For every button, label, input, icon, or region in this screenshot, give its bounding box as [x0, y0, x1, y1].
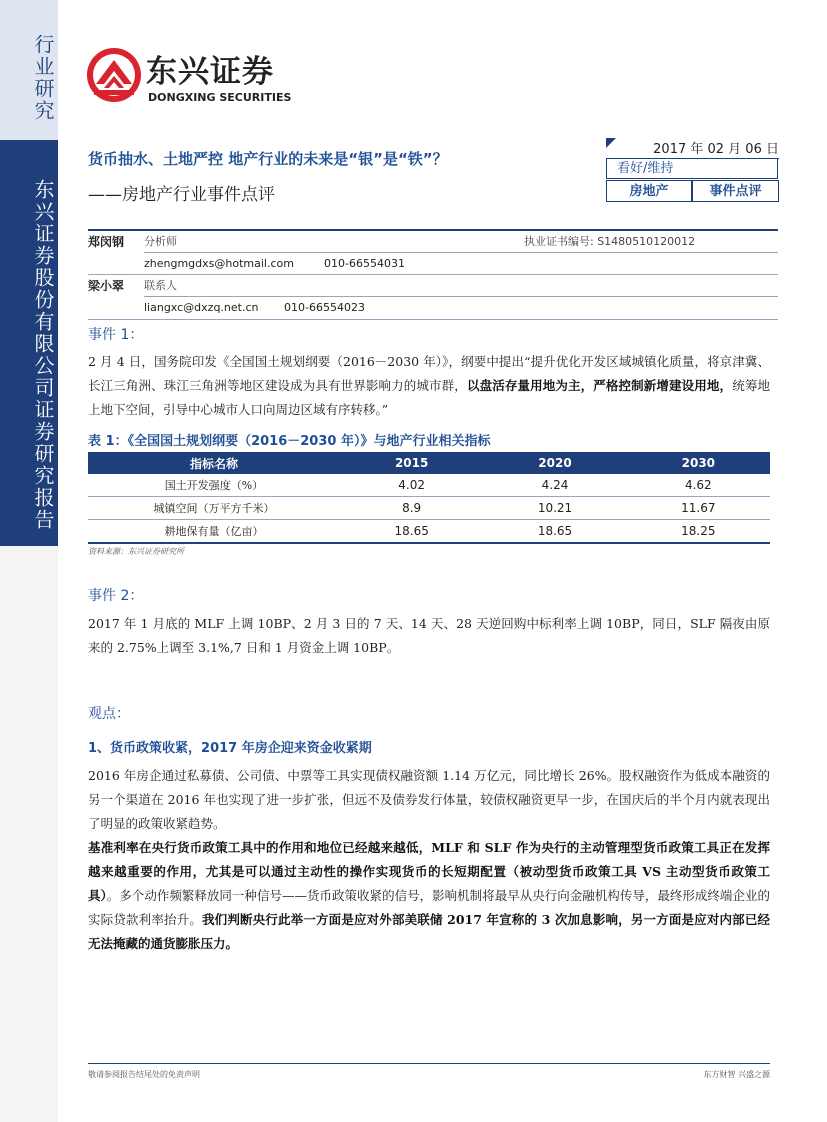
- event1-paragraph: [88, 350, 770, 422]
- table-header-row: [88, 452, 770, 474]
- tag-row: [606, 180, 779, 202]
- analyst-role: 联系人: [144, 279, 177, 292]
- view1-heading: 1、货币政策收紧，2017 年房企迎来资金收紧期: [88, 741, 372, 756]
- table-header-cell: 2015: [340, 452, 483, 474]
- table-source: 资料来源：东兴证券研究所: [88, 547, 184, 556]
- table-cell: 城镇空间（万平方千米）: [88, 497, 340, 520]
- analyst-phone: 010-66554031: [324, 257, 405, 270]
- view1-paragraph-2: [88, 836, 770, 956]
- analyst-contact-row: [88, 253, 778, 275]
- report-title: 货币抽水、土地严控 地产行业的未来是“银”是“铁”？: [88, 150, 448, 168]
- event2-paragraph: 2017 年 1 月底的 MLF 上调 10BP、2 月 3 日的 7 天、14 天、28 天逆回购中标利率上调 10BP，同日，SLF 隔夜由原来的 2.75%上调至 3.1%,7 日和 1 月资金上调 10BP。: [88, 616, 770, 655]
- analyst-row: [88, 231, 778, 253]
- table-cell: 11.67: [627, 497, 770, 520]
- indicator-table: [88, 452, 770, 544]
- analyst-contact-row: [88, 297, 778, 319]
- analyst-cert: 执业证书编号: S1480510120012: [524, 235, 696, 248]
- table-header-cell: 2030: [627, 452, 770, 474]
- table-cell: 4.02: [340, 474, 483, 497]
- table-cell: 10.21: [483, 497, 626, 520]
- report-type-tag: 事件点评: [692, 180, 779, 202]
- company-logo: [86, 44, 316, 114]
- logo-english-name: DONGXING SECURITIES: [148, 91, 292, 104]
- report-date-text: 2017 年 02 月 06 日: [653, 142, 779, 157]
- analyst-row: [88, 275, 778, 297]
- industry-tag: 房地产: [606, 180, 692, 202]
- sidebar: [0, 0, 58, 1122]
- report-date: [606, 138, 779, 159]
- analyst-name: 郑闵钢: [88, 235, 125, 249]
- event2-heading: 事件 2：: [88, 588, 144, 604]
- table-row: [88, 474, 770, 497]
- report-subtitle: ——房地产行业事件点评: [88, 185, 275, 205]
- sidebar-category-label: 行业研究: [31, 34, 55, 122]
- analyst-role: 分析师: [144, 235, 177, 248]
- table-cell: 18.65: [340, 520, 483, 544]
- rating-badge: 看好/维持: [606, 159, 778, 179]
- table-cell: 4.24: [483, 474, 626, 497]
- divider: [144, 296, 778, 297]
- sidebar-company-label: 东兴证券股份有限公司证券研究报告: [31, 179, 55, 531]
- analyst-name: 梁小翠: [88, 279, 125, 293]
- event1-text-b: 统筹地上地下空间，引导中心城市人口向周边区域有序转移。”: [88, 378, 770, 417]
- views-heading: 观点：: [88, 706, 130, 722]
- table-row: [88, 520, 770, 544]
- divider: [144, 252, 778, 253]
- footer-disclaimer: 敬请参阅报告结尾处的免责声明: [88, 1070, 200, 1079]
- table-cell: 18.65: [483, 520, 626, 544]
- table-header-cell: 2020: [483, 452, 626, 474]
- event1-text-a: 2 月 4 日，国务院印发《全国国土规划纲要（2016－2030 年）》，纲要中提出“提升优化开发区域城镇化质量，将京津冀、长江三角洲、珠江三角洲等地区建设成为具有世界影响力的城市群，: [88, 354, 770, 393]
- analyst-email[interactable]: liangxc@dxzq.net.cn: [144, 301, 259, 314]
- footer-slogan: 东方财智 兴盛之源: [703, 1070, 770, 1079]
- event1-text-bold: 以盘活存量用地为主，严格控制新增建设用地，: [466, 378, 733, 393]
- view1-p2-bold1: 基准利率在央行货币政策工具中的作用和地位已经越来越低，MLF 和 SLF 作为央行的主动管理型货币政策工具正在发挥越来越重要的作用，尤其是可以通过主动性的操作实现货币的长短期配置（被动型货币政策工具 VS 主动型货币政策工具）: [88, 840, 770, 903]
- table-cell: 4.62: [627, 474, 770, 497]
- report-info-box: [606, 138, 779, 204]
- view1-p2-normal: 。多个动作频繁释放同一种信号——货币政策收紧的信号，影响机制将最早从央行向金融机构传导，最终形成终端企业的实际贷款利率抬升。: [88, 888, 770, 927]
- table-cell: 耕地保有量（亿亩）: [88, 520, 340, 544]
- table-cell: 8.9: [340, 497, 483, 520]
- footer-divider: [88, 1063, 770, 1064]
- analyst-phone: 010-66554023: [284, 301, 365, 314]
- table-row: [88, 497, 770, 520]
- divider: [88, 274, 778, 275]
- event1-heading: 事件 1：: [88, 327, 144, 343]
- view1-p2-bold2: 我们判断央行此举一方面是应对外部美联储 2017 年宣称的 3 次加息影响，另一方面是应对内部已经无法掩藏的通货膨胀压力。: [88, 912, 770, 951]
- logo-name: 东兴证券: [146, 54, 274, 90]
- table-caption: 表 1：《全国国土规划纲要（2016－2030 年）》与地产行业相关指标: [88, 434, 491, 449]
- table-cell: 国土开发强度（%）: [88, 474, 340, 497]
- divider: [88, 319, 778, 320]
- analyst-email[interactable]: zhengmgdxs@hotmail.com: [144, 257, 294, 270]
- table-cell: 18.25: [627, 520, 770, 544]
- logo-emblem-icon: [86, 44, 142, 106]
- table-header-cell: 指标名称: [88, 452, 340, 474]
- view1-paragraph-1: 2016 年房企通过私募债、公司债、中票等工具实现债权融资额 1.14 万亿元，同比增长 26%。股权融资作为低成本融资的另一个渠道在 2016 年也实现了进一步扩张，但远不及债券发行体量，较债权融资更早一步，在国庆后的半个月内就表现出了明显的政策收紧趋势。: [88, 768, 770, 831]
- corner-triangle-icon: [606, 138, 616, 148]
